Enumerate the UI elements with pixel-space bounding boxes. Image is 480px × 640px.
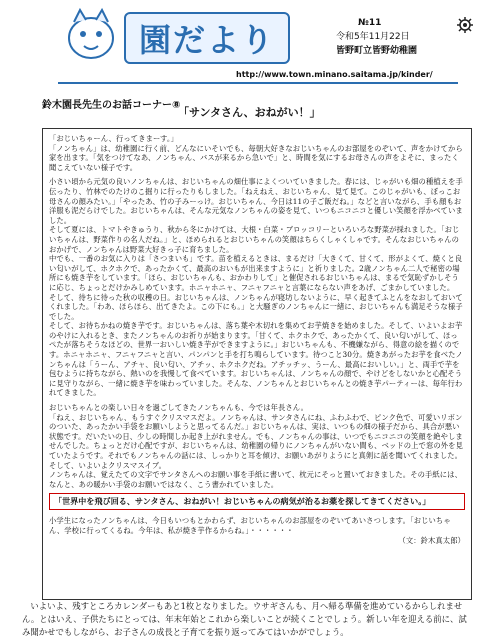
website-url[interactable]: http://www.town.minano.saitama.jp/kinder/ [236, 70, 433, 79]
story-paragraph: そして、待ちに待った秋の収穫の日。おじいちゃんは、ノンちゃんが寝坊しないように、早く起きてふとんをなおしておいてくれました。「わあ、ほらほら、出てきたよ。この下にも。」と大騒ぎのノンちゃんに一緒に、おじいちゃんも満足そうな様子でした。 [49, 292, 463, 321]
story-closing: 小学生になったノンちゃんは、今日もいつもとかわらず、おじいちゃんのお部屋をのぞいてあいさつします。「おじいちゃん、学校に行ってくるね。今年は、私が焼き芋作るからね。」・・・・・・ [49, 516, 451, 535]
story-signature: （文：鈴木真太郎） [398, 535, 465, 545]
issue-info [296, 16, 446, 58]
corner-title: 鈴木園長先生のお話コーナー⑧ [42, 100, 181, 111]
issue-number: №11 [358, 18, 382, 28]
newsletter-header [0, 0, 480, 92]
footer-text: いよいよ、残すところカレンダーもあと1枚となりました。ウサギさんも、月へ帰る準備を進めているからしれません。とはいえ、子供たちにとっては、年末年始とこれから楽しいことが続くことでしょう。新しい年を迎える前に、試み聞かせでもしながら、お子さんの成長と子育てを振り返ってみてはいかがでしょう。 [22, 601, 467, 637]
gear-icon[interactable] [456, 16, 474, 34]
story-paragraph: 「おじいちゃーん、行ってきまーす。」 [49, 134, 178, 143]
story-paragraph: そして、お待ちかねの焼き芋です。おじいちゃんは、落ち葉や木切れを集めてお芋焼きを始めました。そして、いよいよお芋のやけに入れるとき、またノンちゃんのお祈りが始まります。「甘くて、ホクホクで、あったかくて、良い匂いがして、ほっぺたが落ちそうなほどの、世界一おいしい焼き芋ができますように。」おじいちゃんも、不機嫌ながら、得意の絵を描くのです。ホニャホニャ、フニャフニャと言い、パンパンと手を打ち鳴らしています。待つこと30分。焼きあがったお芋を食べたノンちゃんは「うーん、アチャ、良い匂い、アチッ、ホクホクだね。アチッチッ、うーん、最高においしい。」と、両手で芋を包むように持ちながら、熱いのを我慢して食べています。おじいちゃんは、ノンちゃんの顔で、やけどをしないかと心配そうに見守りながら、一緒に焼き芋を味わっていました。そんな、ノンちゃんとおじいちゃんとの焼き芋パーティーは、毎年行われてきました。 [49, 321, 463, 398]
story-paragraph: 中でも、一番のお気に入りは「さつまいも」です。苗を植えるときは、まるだけ「大きくて、甘くて、形がよくて、焼くと良い匂いがして、ホクホクで、あったかくて、最高のおいもが出来ますように」と祈りました。2歳ノンちゃん二人で秘密の場所にも焼き芋をしています。「ほら、おじいちゃんも、おかわりして」と催促されるおじいちゃんは、まるで気恥ずかしそうに応じ、ちょっとだけかみしめています。ホニャホニャ、フニャフニャと言葉にならない声をあげ、ごまかしていました。 [49, 254, 463, 292]
story-headline: 「サンタさん、おねがい！」 [178, 106, 321, 119]
story-paragraph: ノンちゃんは、覚えたての文字でサンタさんへのお願い事を手紙に書いて、枕元にそっと置いておきました。その手紙には、なんと、あの暖かい手袋のお願いではなく、こう書かれていました。 [49, 470, 462, 489]
newsletter-title: 園だより [138, 21, 275, 59]
story-paragraph: おじいちゃんとの楽しい日々を過ごしてきたノンちゃんも、今では年長さん。 [49, 403, 309, 413]
story-paragraph: 「ねえ、おじいちゃん、もうすぐクリスマスだよ。ノンちゃんは、サンタさんにね、ふわふわで、ピンク色で、可愛いリボンのついた、あったかい手袋をお願いしようと思ってるんだ。」おじいちゃんは、実は、いつもの畑の様子だから、具合が悪い状態です。だいたいの日、少しの時間しか起き上がれません。でも、ノンちゃんの事は、いつでもニコニコの笑顔を絶やしませんでした。ちょっとだけ心配ですが、おじいちゃんは、幼稚園の帰りにノンちゃんがいない間も、ベッドの上で窓の外を見ていたようです。それでもノンちゃんの話には、しっかりと耳を傾け、お願いあがりようにと真剣に話を聞いてくれました。 [49, 412, 463, 460]
story-paragraph: 小さい頃から元気の良いノンちゃんは、おじいちゃんの畑仕事によくついていきました。春には、じゃがいも畑の種植えを手伝ったり、竹林でのたけのこ掘りに行ったりもしました。「ねえねえ、おじいちゃん、見て見て。このじゃがいも、ぼっこお母さんの顔みたい。」「やったあ、竹の子みーっけ。おじいちゃん、今日は11の子ご飯だね。」などと言いながら、手も顔もお洋服も泥だらけでした。おじいちゃんは、そんな元気なノンちゃんの姿を見て、いつもニコニコと優しい笑顔を浮かべていました。 [49, 177, 463, 225]
school-mascot-icon [60, 6, 122, 64]
story-paragraph: 「ノンちゃん」は、幼稚園に行く前、どんなにいそいでも、毎朝大好きなおじいちゃんのお部屋をのぞいて、声をかけてから家を出ます。「気をつけてなあ、ノンちゃん、バスが来るから急いで」と、時間を気にするお母さんの声をよそに、まったく聞こえていない様子です。 [49, 143, 463, 172]
newsletter-title-box [124, 12, 290, 64]
story-paragraph: そして、いよいよクリスマスイブ。 [49, 460, 166, 470]
footer-message [22, 600, 474, 639]
header-divider [58, 82, 458, 84]
story-box [42, 128, 472, 600]
santa-wish-quote: 「世界中を飛び回る、サンタさん、おねがい！おじいちゃんの病気が治るお薬を探してきてください。」 [49, 493, 465, 510]
school-name: 皆野町立皆野幼稚園 [336, 46, 418, 56]
issue-date: 令和5年11月22日 [336, 32, 410, 42]
story-paragraph: そして夏には、トマトやきゅうり、秋から冬にかけては、大根・白菜・ブロッコリーといろいろな野菜が採れました。「おじいちゃんは、野菜作りの名人だね。」と、ほめられるとおじいちゃんの笑顔はちらくしゃくしゃです。そんなおじいちゃんのおかげで、ノンちゃんは野菜大好きっ子に育ちました。 [49, 225, 460, 254]
